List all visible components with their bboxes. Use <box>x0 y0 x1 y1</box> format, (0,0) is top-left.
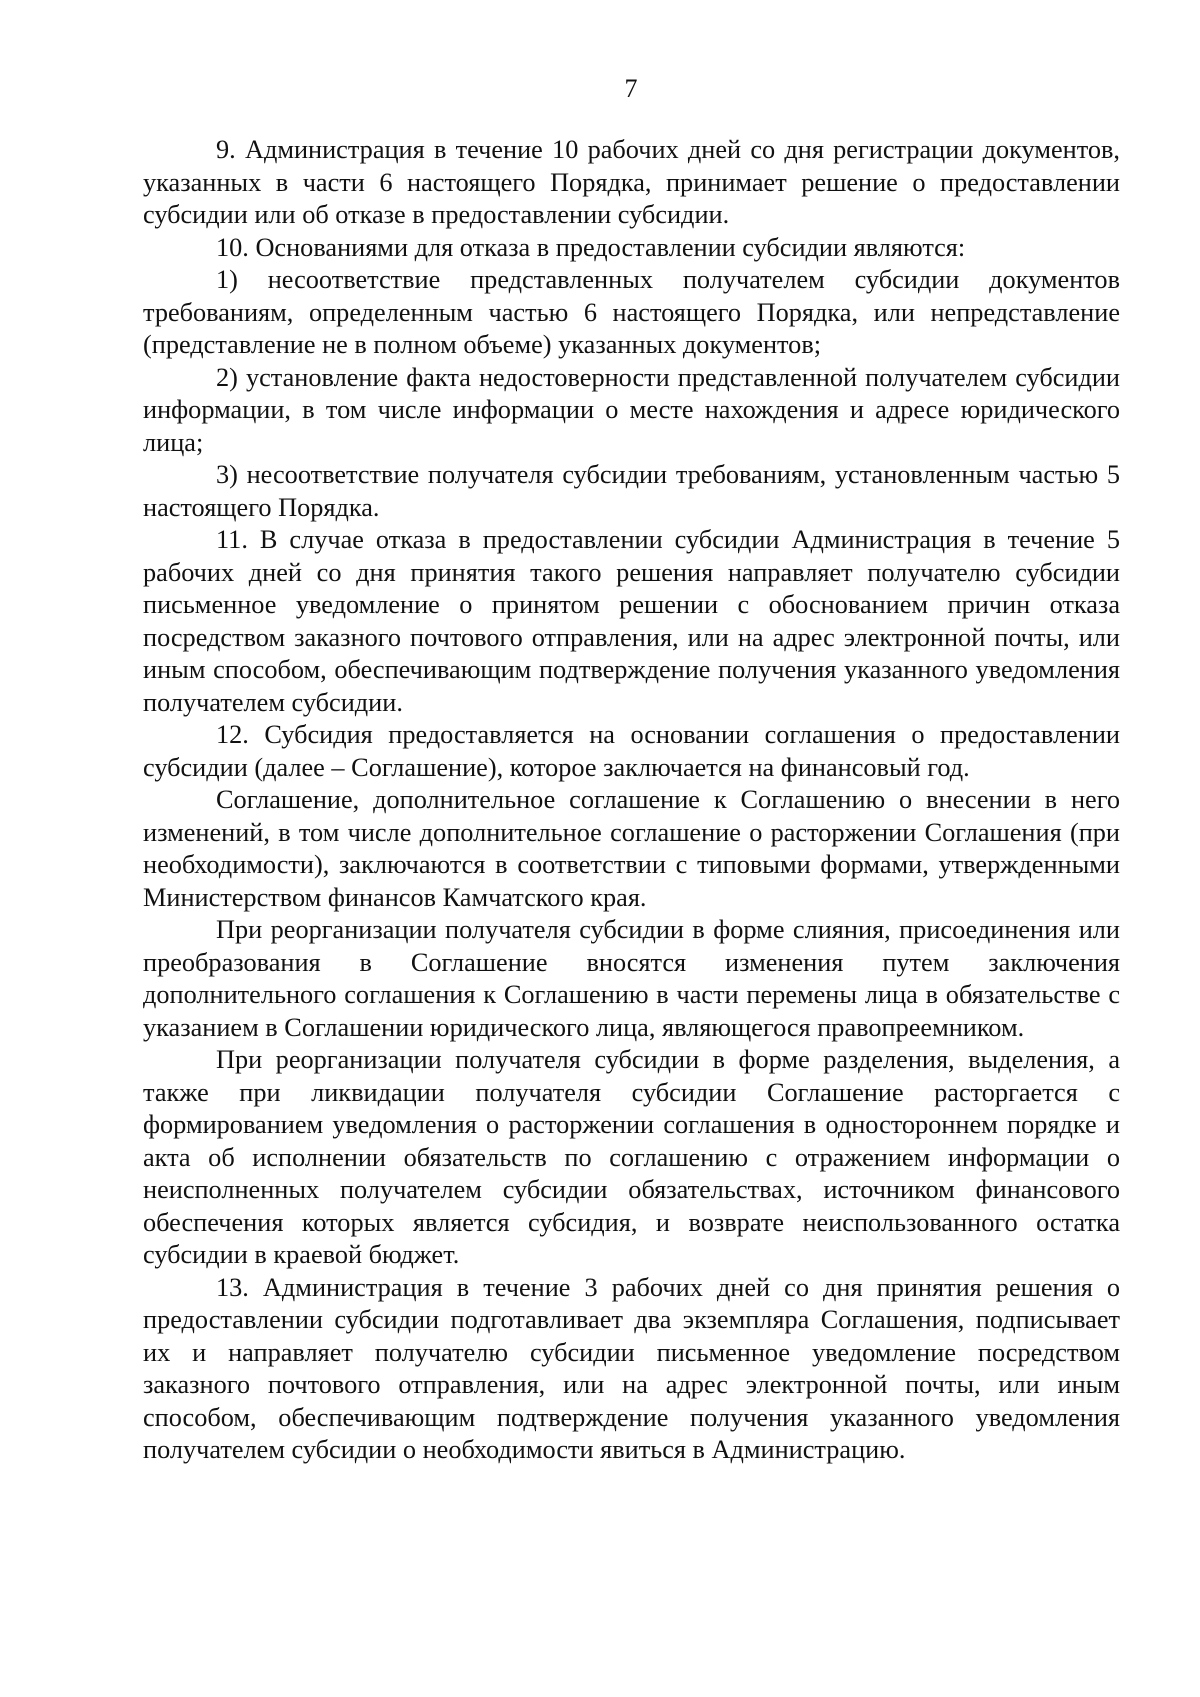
paragraph-10-item-3: 3) несоответствие получателя субсидии требованиям, установленным частью 5 настоящего Порядка. <box>143 460 1120 522</box>
paragraph-12: 12. Субсидия предоставляется на основании соглашения о предоставлении субсидии (далее – Соглашение), которое заключается на финансовый год. <box>143 720 1120 782</box>
paragraph-10-item-2: 2) установление факта недостоверности представленной получателем субсидии информации, в том числе информации о месте нахождения и адресе юридического лица; <box>143 362 1120 457</box>
document-body <box>143 134 1120 1467</box>
paragraph-12-reorganization-division: При реорганизации получателя субсидии в форме разделения, выделения, а также при ликвидации получателя субсидии Соглашение расторгается с формированием уведомления о расторжении соглашения в одностороннем порядке и акта об исполнении обязательств по соглашению с отражением информации о неисполненных получателем субсидии обязательствах, источником финансового обеспечения которых является субсидия, и возврате неиспользованного остатка субсидии в краевой бюджет. <box>143 1045 1120 1269</box>
paragraph-12-reorganization-merger: При реорганизации получателя субсидии в форме слияния, присоединения или преобразования в Соглашение вносятся изменения путем заключения дополнительного соглашения к Соглашению в части перемены лица в обязательстве с указанием в Соглашении юридического лица, являющегося правопреемником. <box>143 915 1120 1042</box>
paragraph-10: 10. Основаниями для отказа в предоставлении субсидии являются: <box>216 232 966 262</box>
paragraph-11: 11. В случае отказа в предоставлении субсидии Администрация в течение 5 рабочих дней со дня принятия такого решения направляет получателю субсидии письменное уведомление о принятом решении с обоснованием причин отказа посредством заказного почтового отправления, или на адрес электронной почты, или иным способом, обеспечивающим подтверждение получения указанного уведомления получателем субсидии. <box>143 525 1120 717</box>
page-number: 7 <box>624 74 638 103</box>
paragraph-10-item-1: 1) несоответствие представленных получателем субсидии документов требованиям, определенным частью 6 настоящего Порядка, или непредставление (представление не в полном объеме) указанных документов; <box>143 265 1120 359</box>
paragraph-13: 13. Администрация в течение 3 рабочих дней со дня принятия решения о предоставлении субсидии подготавливает два экземпляра Соглашения, подписывает их и направляет получателю субсидии письменное уведомление посредством заказного почтового отправления, или на адрес электронной почты, или иным способом, обеспечивающим подтверждение получения указанного уведомления получателем субсидии о необходимости явиться в Администрацию. <box>143 1272 1120 1464</box>
paragraph-9: 9. Администрация в течение 10 рабочих дней со дня регистрации документов, указанных в части 6 настоящего Порядка, принимает решение о предоставлении субсидии или об отказе в предоставлении субсидии. <box>143 135 1120 229</box>
paragraph-12-agreement-forms: Соглашение, дополнительное соглашение к Соглашению о внесении в него изменений, в том числе дополнительное соглашение о расторжении Соглашения (при необходимости), заключаются в соответствии с типовыми формами, утвержденными Министерством финансов Камчатского края. <box>143 785 1120 912</box>
